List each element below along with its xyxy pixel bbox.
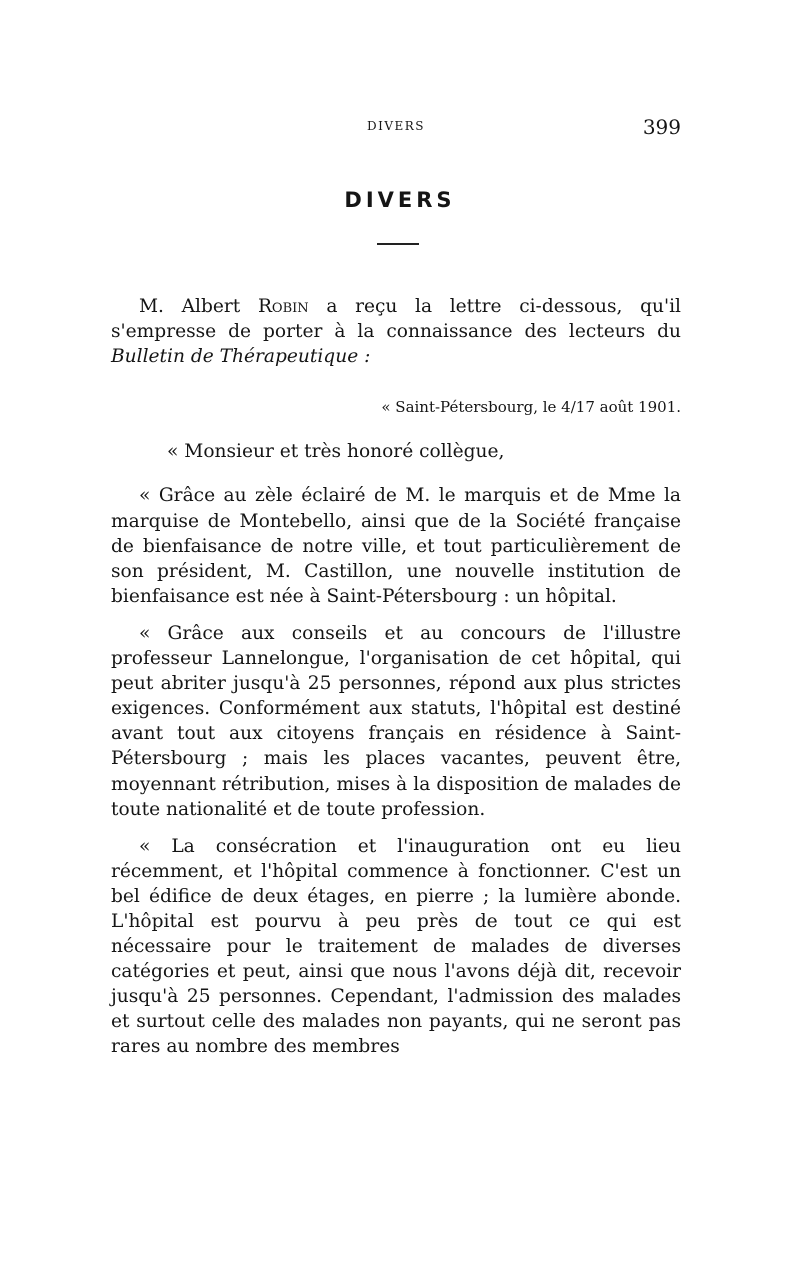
running-head xyxy=(111,115,681,139)
page-number: 399 xyxy=(642,115,681,139)
author-name: Robin xyxy=(257,296,309,317)
intro-paragraph xyxy=(111,294,681,369)
body-text xyxy=(111,294,681,1072)
letter-dateline: « Saint-Pétersbourg, le 4/17 août 1901. xyxy=(381,398,681,417)
intro-text: a reçu la lettre ci-dessous, qu'il s'empresse de porter à la connaissance des lecteurs du xyxy=(111,296,681,343)
journal-title: Bulletin de Thérapeutique : xyxy=(111,346,371,368)
running-title: DIVERS xyxy=(366,119,426,133)
letter-paragraph-3: « La consécration et l'inauguration ont eu lieu récemment, et l'hôpital commence à fonctionner. C'est un bel édifice de deux étages, en pierre ; la lumière abonde. L'hôpital est pourvu à peu près de tout ce qui est nécessaire pour le traitement de malades de diverses catégories et peut, ainsi que nous l'avons déjà dit, recevoir jusqu'à 25 personnes. Cependant, l'admission des malades et surtout celle des malades non payants, qui ne seront pas rares au nombre des membres xyxy=(111,835,681,1058)
title-divider xyxy=(377,243,419,245)
letter-paragraph-2: « Grâce aux conseils et au concours de l'illustre professeur Lannelongue, l'organisation de cet hôpital, qui peut abriter jusqu'à 25 personnes, répond aux plus strictes exigences. Conformément aux statuts, l'hôpital est destiné avant tout aux citoyens français en résidence à Saint-Pétersbourg ; mais les places vacantes, peuvent être, moyennant rétribution, mises à la disposition de malades de toute nationalité et de toute profession. xyxy=(111,622,681,820)
section-title: DIVERS xyxy=(344,188,456,212)
letter-salutation: « Monsieur et très honoré collègue, xyxy=(167,441,505,463)
intro-prefix: M. Albert xyxy=(139,296,258,317)
letter-paragraph-1: « Grâce au zèle éclairé de M. le marquis et de Mme la marquise de Montebello, ainsi que de la Société française de bienfaisance de notre ville, et tout particulièrement de son président, M. Castillon, une nouvelle institution de bienfaisance est née à Saint-Pétersbourg : un hôpital. xyxy=(111,485,681,607)
